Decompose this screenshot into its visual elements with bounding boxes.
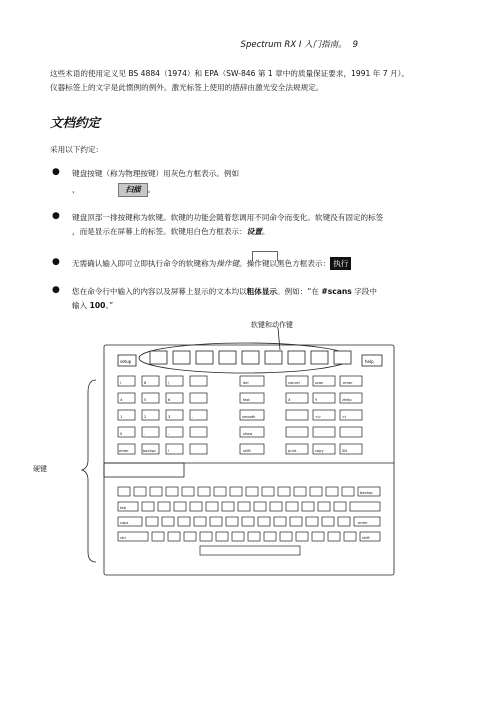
section-lead: 采用以下约定： (50, 145, 104, 154)
key-label: 1 (120, 415, 123, 419)
bullet-dot: ● (52, 211, 60, 221)
key-label: 8 (144, 381, 147, 385)
bullet-dot: ● (52, 257, 60, 267)
key-label: 2 (144, 415, 147, 419)
key-label: 4 (120, 398, 123, 402)
setup-key-label: setup (120, 359, 132, 364)
key-label: backsp (360, 491, 373, 495)
soft-key-example: 设置 (246, 227, 262, 236)
key-label: shift (243, 449, 251, 453)
bullet-1-end: 。 (147, 185, 156, 194)
bullet-1-text: 键盘按键（称为物理按键）用灰色方框表示。例如 (72, 169, 240, 178)
key-label: . (144, 432, 146, 436)
key-label: i (120, 381, 121, 385)
hard-key-example: 扫描 (118, 183, 147, 197)
key-label: scan (315, 381, 324, 385)
qwerty-row-2 (118, 502, 380, 511)
key-label: copy (315, 449, 324, 453)
key-label: 5 (144, 398, 147, 402)
key-label: 6 (168, 398, 171, 402)
action-key-example: 执行 (330, 257, 351, 270)
bullet-3-mid: 。操作键以黑色方框表示： (239, 259, 331, 268)
key-label: X (288, 398, 291, 402)
key-label: <> (315, 415, 322, 419)
hard-keys-brace (82, 380, 96, 562)
bullet-2-line-1: 键盘顶部一排按键称为软键。软键的功能会随着您调用不同命令而变化。软键没有固定的标签 (72, 213, 384, 222)
help-key-label: help (365, 359, 374, 364)
key-label: show (243, 432, 253, 436)
bullet-4-bold: 粗体显示 (246, 287, 278, 296)
bullet-dot: ● (52, 285, 60, 295)
page-number: 9 (352, 40, 358, 50)
key-label: enter (119, 449, 129, 453)
key-label: tab (120, 506, 126, 510)
key-label: >( (342, 415, 347, 419)
bullet-2-end: 。 (261, 227, 270, 236)
hard-keys-label: 硬键 (33, 465, 47, 473)
key-label: fast (243, 398, 250, 402)
bullet-3-pre: 无需确认输入即可立即执行命令的软键称为 (72, 259, 217, 268)
section-title: 文档约定 (50, 115, 101, 130)
key-label: shift (362, 536, 370, 540)
intro-line-1: 这些术语的使用定义见 BS 4884（1974）和 EPA（SW-846 第 1 章中的质量保证要求，1991 年 7 月）。 (50, 69, 410, 78)
key-label: zhelp (342, 398, 352, 402)
qwerty-row-1 (118, 487, 380, 496)
bullet-4-code-2: 100 (89, 301, 106, 310)
key-label: / (168, 381, 170, 385)
space-bar (200, 546, 300, 555)
bullet-4-mid: 。例如：“在 (277, 287, 322, 296)
bullet-4-code: #scans (321, 287, 352, 296)
soft-keys-label: 软键和动作键 (251, 321, 293, 329)
callout-line (278, 328, 280, 350)
hard-key-grid (118, 376, 362, 454)
bullet-4-line-2-pre: 输入 (72, 301, 90, 310)
key-label: Y (315, 398, 318, 402)
intro-line-2: 仪器标签上的文字是此惯例的例外。激光标签上使用的措辞由激光安全法规规定。 (50, 83, 324, 92)
bullet-2-line-2: ，而是显示在屏幕上的标签。软键用白色方框表示： (72, 227, 247, 236)
key-label: ! (168, 449, 170, 453)
qwerty-row-4 (118, 532, 380, 541)
key-label: cancel (288, 381, 300, 385)
header-title: Spectrum RX I 入门指南。 (240, 40, 347, 50)
key-label: ctrl (120, 536, 126, 540)
case-panel-left (104, 463, 184, 477)
key-label: print (288, 449, 297, 453)
key-label: 3 (168, 415, 171, 419)
key-label: smooth (242, 415, 256, 419)
key-label: - (168, 432, 170, 436)
key-label: - (192, 415, 194, 419)
key-label: enter (343, 381, 353, 385)
soft-key-row (150, 351, 351, 364)
bullet-4-end: 字段中 (351, 287, 377, 296)
bullet-3-term: 操作键 (216, 259, 240, 268)
key-label: caps (120, 521, 129, 525)
key-label: SN (342, 449, 347, 453)
key-label: 0 (120, 432, 123, 436)
key-label: del (243, 381, 249, 385)
bullet-dot: ● (52, 167, 60, 177)
key-label: enter (358, 521, 368, 525)
bullet-1-comma: ， (72, 185, 80, 194)
qwerty-keyboard (118, 487, 380, 555)
bullet-4-line-2-end: 。” (105, 301, 114, 310)
bullet-4-pre: 您在命令行中输入的内容以及屏幕上显示的文本均以 (72, 287, 247, 296)
key-label: backsp (143, 449, 156, 453)
qwerty-row-3 (118, 517, 380, 526)
